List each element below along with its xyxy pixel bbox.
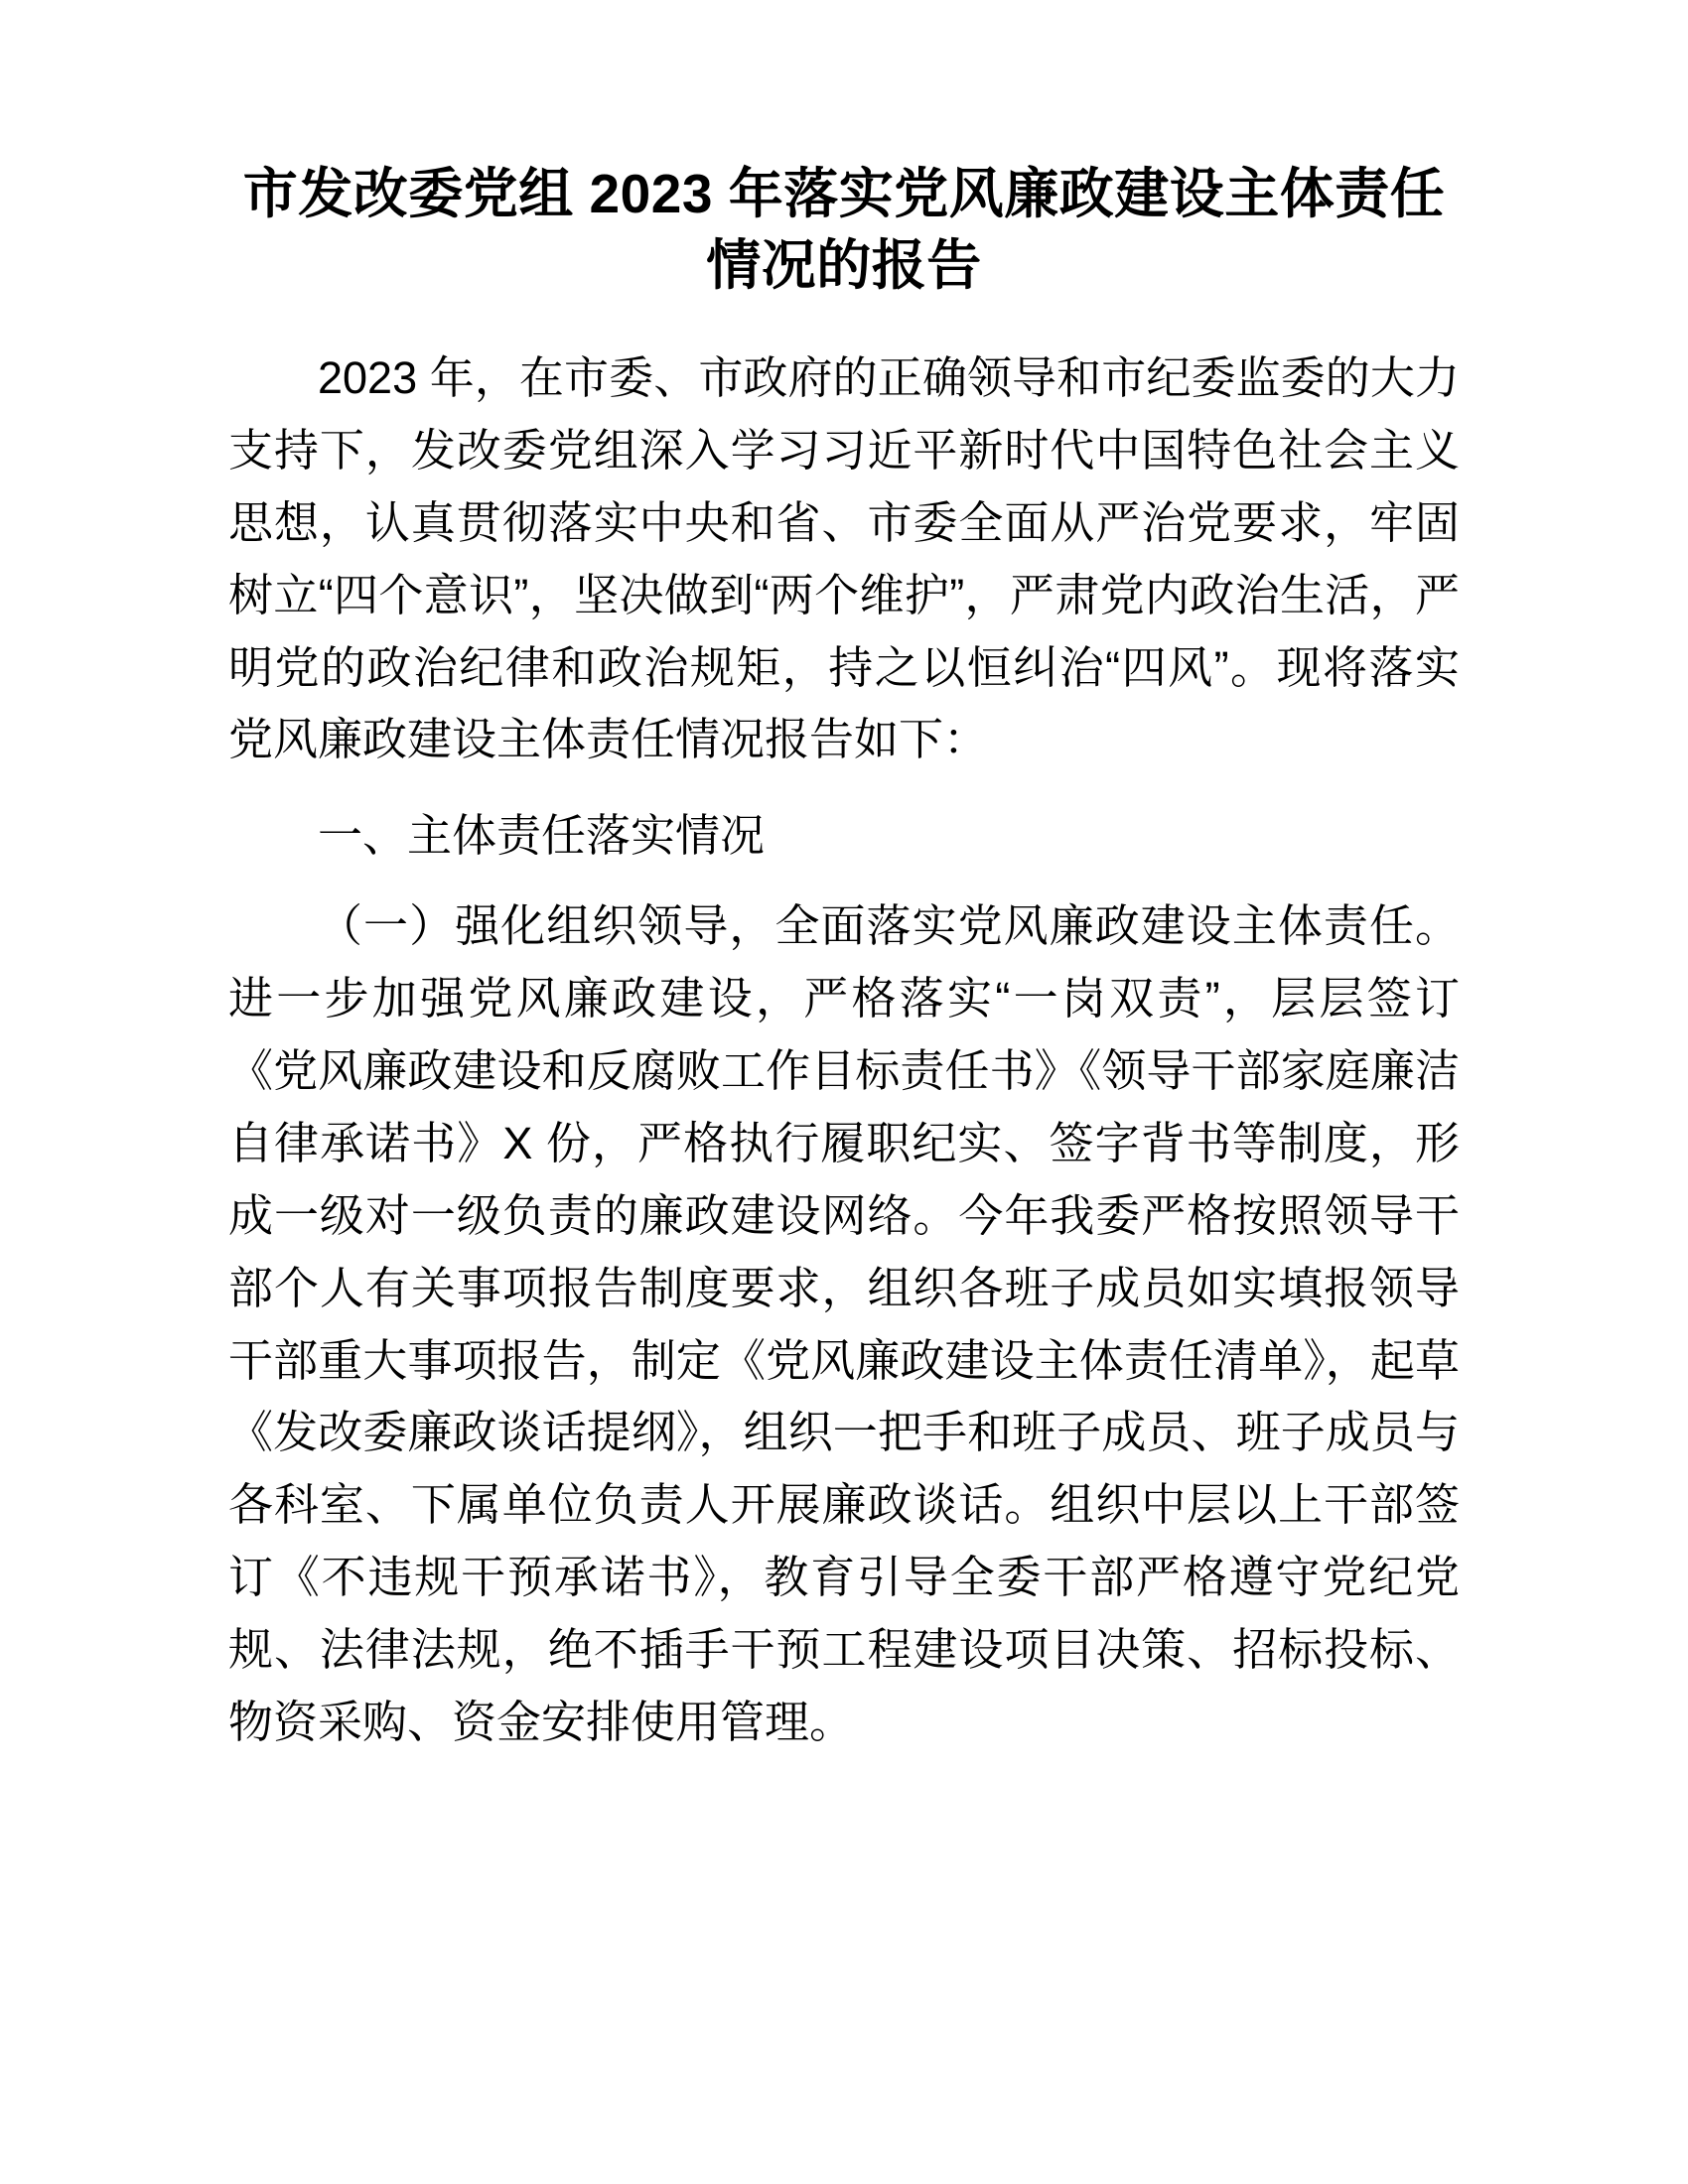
paragraph-intro: 2023 年，在市委、市政府的正确领导和市纪委监委的大力支持下，发改委党组深入学习习近平新时代中国特色社会主义思想，认真贯彻落实中央和省、市委全面从严治党要求，牢固树立“四个意识”，坚决做到“两个维护”，严肃党内政治生活，严明党的政治纪律和政治规矩，持之以恒纠治“四风”。现将落实党风廉政建设主体责任情况报告如下： — [228, 352, 1460, 765]
section-heading-one: 一、主体责任落实情况 — [318, 810, 766, 862]
paragraph-section-one-item-one: （一）强化组织领导，全面落实党风廉政建设主体责任。进一步加强党风廉政建设，严格落实“一岗双责”，层层签订《党风廉政建设和反腐败工作目标责任书》《领导干部家庭廉洁自律承诺书》X 份，严格执行履职纪实、签字背书等制度，形成一级对一级负责的廉政建设网络。今年我委严格按照领导干部个人有关事项报告制度要求，组织各班子成员如实填报领导干部重大事项报告，制定《党风廉政建设主体责任清单》，起草《发改委廉政谈话提纲》，组织一把手和班子成员、班子成员与各科室、下属单位负责人开展廉政谈话。组织中层以上干部签订《不违规干预承诺书》，教育引导全委干部严格遵守党纪党规、法律法规，绝不插手干预工程建设项目决策、招标投标、物资采购、资金安排使用管理。 — [228, 900, 1460, 1748]
page-title: 市发改委党组 2023 年落实党风廉政建设主体责任情况的报告 — [242, 163, 1446, 296]
